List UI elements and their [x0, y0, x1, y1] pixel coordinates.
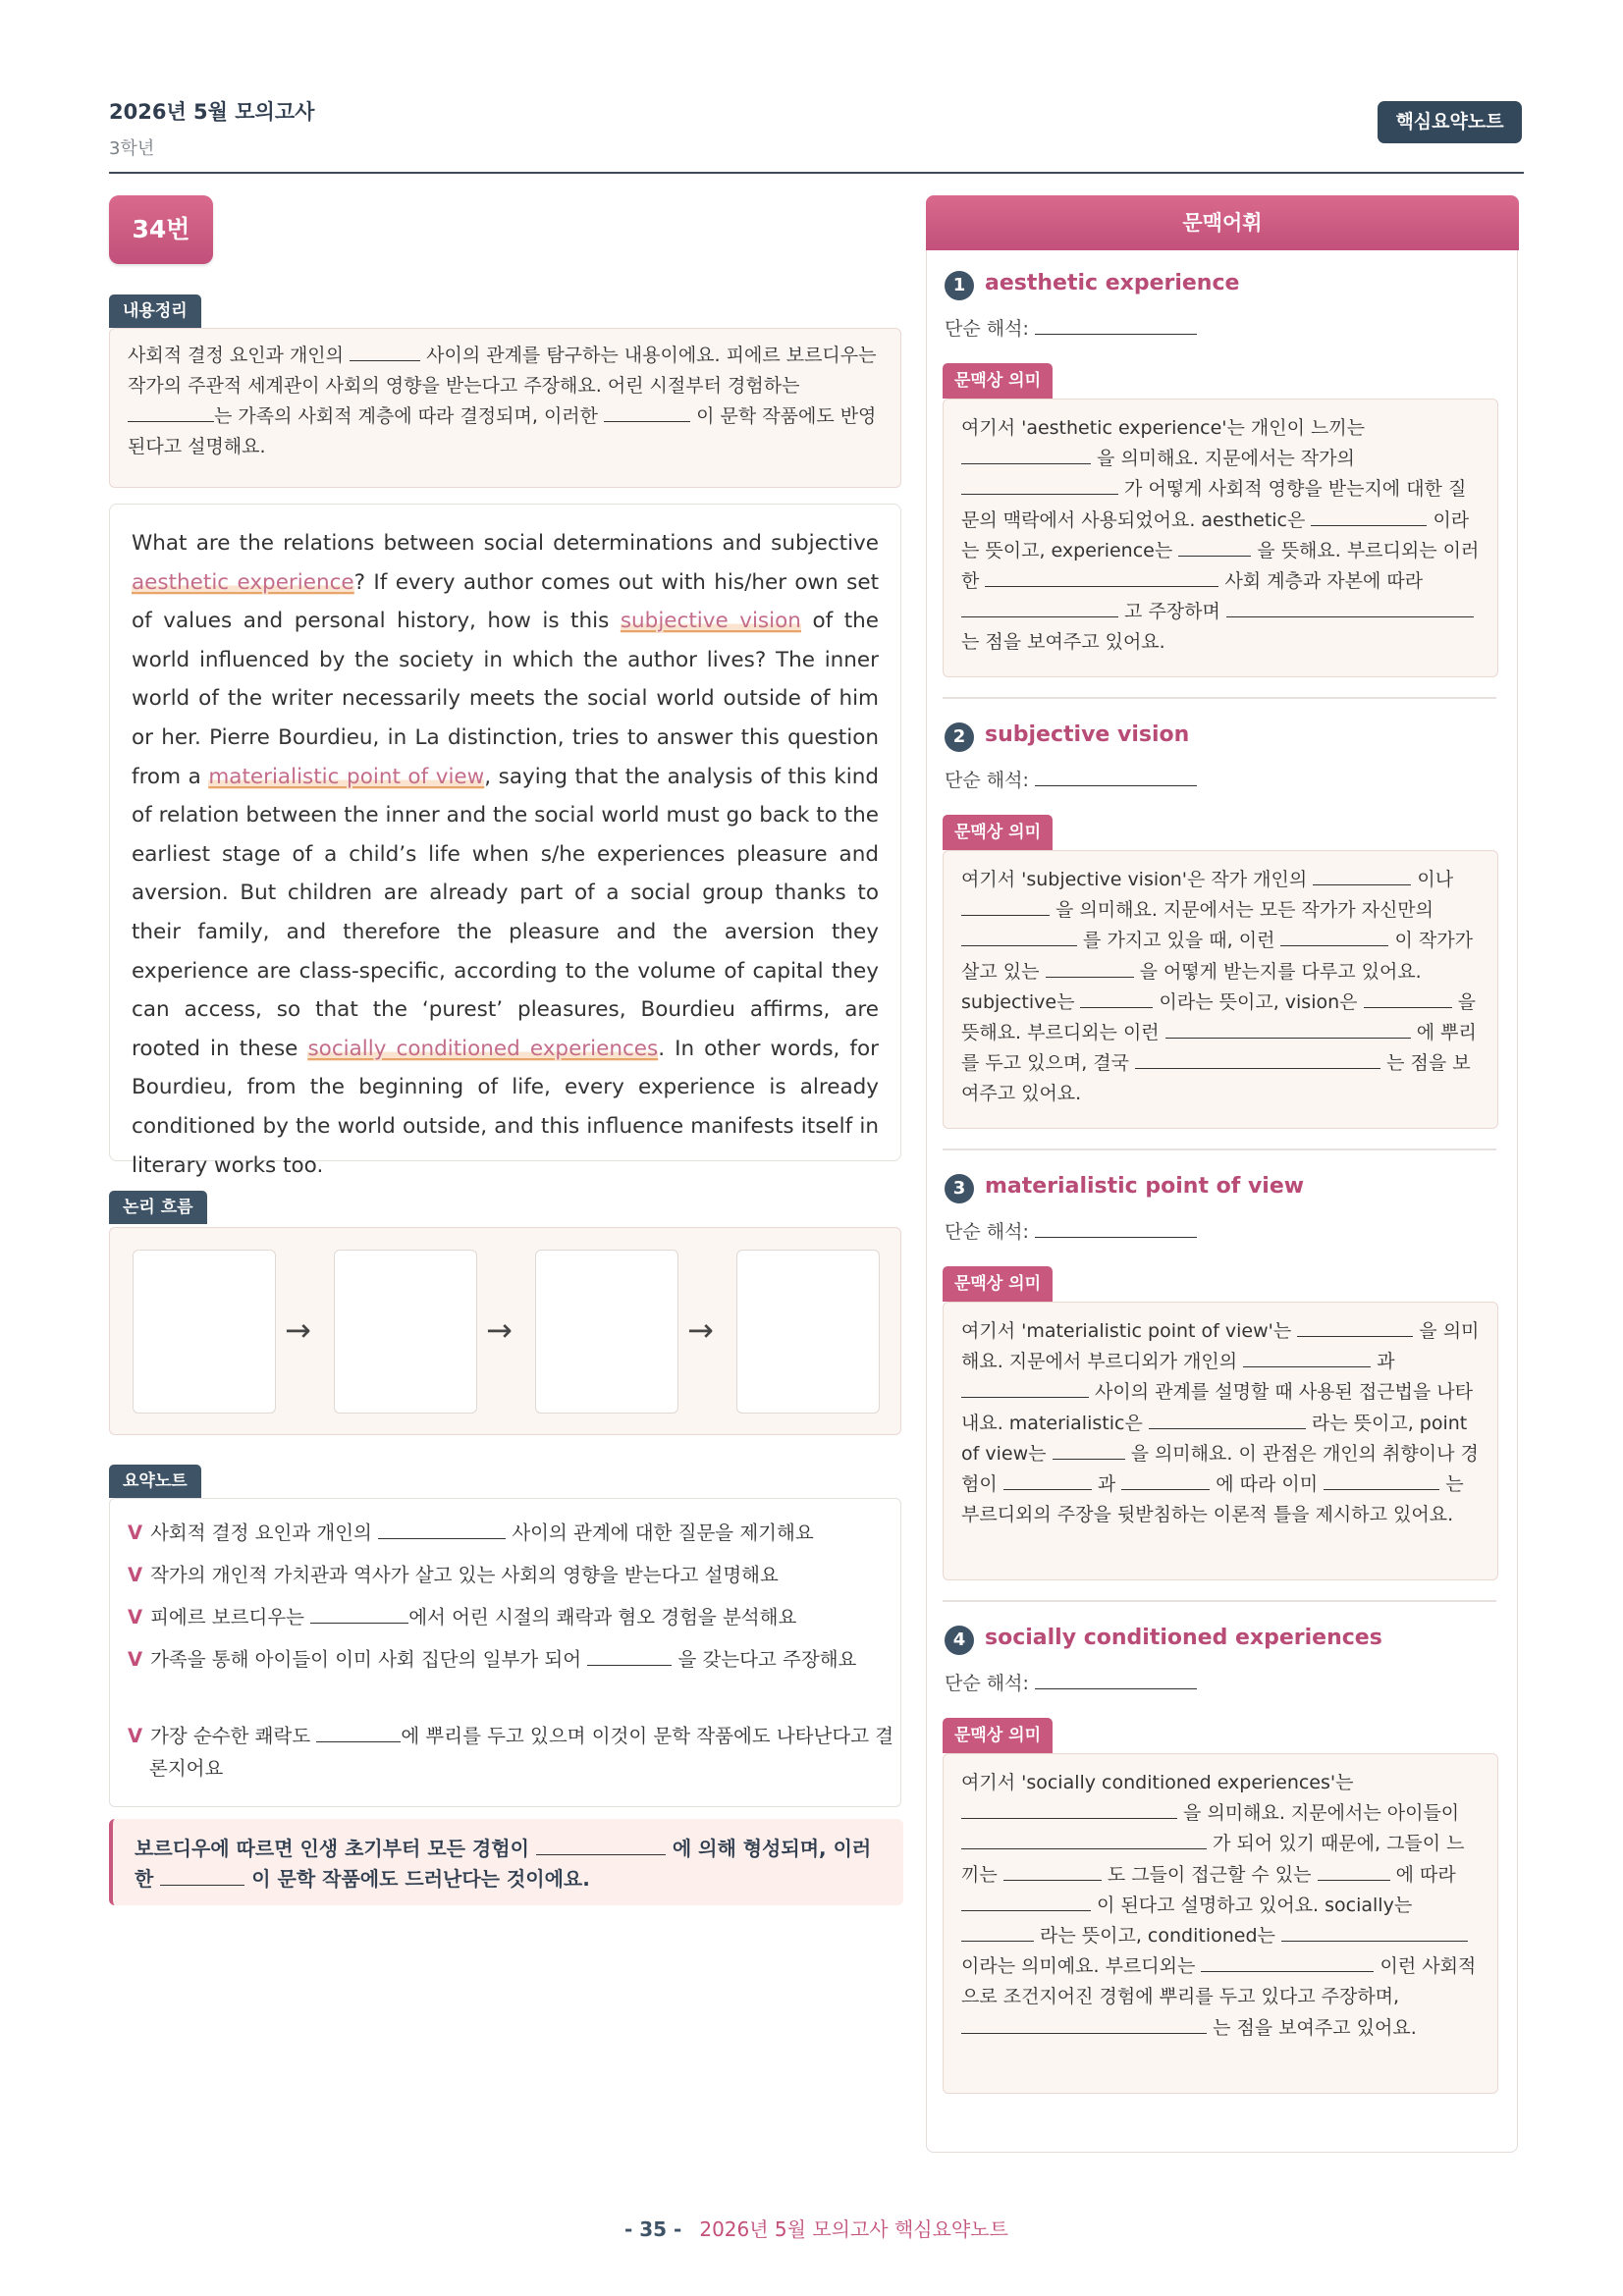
context-segment: 을 뜻해요. 부르디외는 이러한	[961, 539, 1480, 593]
vocab-term: socially conditioned experiences	[985, 1626, 1382, 1650]
context-segment: 가 어떻게 사회적 영향을 받는지에 대한 질문의 맥락에서 사용되었어요. aesthetic은	[961, 478, 1467, 531]
blank-field[interactable]	[1364, 988, 1452, 1008]
vocab-divider	[943, 697, 1496, 699]
context-meaning-tab: 문맥상 의미	[943, 1718, 1053, 1753]
blank-field[interactable]	[1281, 1922, 1468, 1942]
summary-segment: 이 문학 작품에도 반영된다고 설명해요.	[128, 405, 877, 457]
context-segment: 을 의미해요. 이 관점은 개인의 취향이나 경험이	[961, 1442, 1479, 1496]
context-meaning-box	[943, 1302, 1498, 1580]
passage-text	[110, 505, 900, 1204]
blank-field[interactable]	[1201, 1952, 1374, 1972]
blank-field[interactable]	[961, 927, 1077, 946]
page-footer	[624, 2214, 1008, 2242]
context-segment: 이 된다고 설명하고 있어요. socially는	[1097, 1894, 1413, 1916]
context-segment: 에 따라 이미	[1216, 1473, 1319, 1496]
blank-field[interactable]	[1149, 1410, 1306, 1429]
reading-passage	[109, 504, 901, 1178]
blank-field[interactable]	[1324, 1470, 1439, 1490]
blank-field[interactable]	[961, 1378, 1089, 1398]
blank-field[interactable]	[1280, 927, 1388, 946]
blank-field[interactable]	[1297, 1317, 1413, 1337]
logic-flow-tab: 논리 흐름	[109, 1191, 207, 1224]
context-segment: 이라는 뜻이고, vision은	[1159, 990, 1358, 1013]
blank-field[interactable]	[1053, 1440, 1125, 1460]
vocab-number-badge: 3	[945, 1174, 974, 1203]
context-segment: 이런 사회적으로 조건지어진 경험에 뿌리를 두고 있다고 주장하며,	[961, 1955, 1477, 2008]
key-point-callout	[109, 1819, 903, 1905]
summary-note-item	[128, 1601, 884, 1633]
vocab-title: 문맥어휘	[926, 195, 1519, 250]
summary-note-item	[128, 1517, 884, 1549]
vocab-divider	[943, 1148, 1496, 1150]
note-text: 피에르 보르디우는	[150, 1606, 304, 1629]
blank-field[interactable]	[1035, 315, 1197, 335]
arrow-right-icon: →	[486, 1311, 513, 1349]
check-mark-icon: V	[128, 1522, 143, 1544]
summary-segment: 는 가족의 사회적 계층에 따라 결정되며, 이러한	[214, 405, 599, 427]
blank-field[interactable]	[1003, 1470, 1092, 1490]
blank-field[interactable]	[1243, 1348, 1371, 1367]
blank-field[interactable]	[587, 1646, 672, 1667]
flow-step-2[interactable]	[334, 1250, 477, 1414]
note-badge: 핵심요약노트	[1378, 101, 1522, 143]
blank-field[interactable]	[604, 402, 690, 422]
context-meaning-box	[943, 1753, 1498, 2094]
simple-label: 단순 해석:	[945, 1673, 1029, 1694]
blank-field[interactable]	[961, 1830, 1207, 1849]
vocab-term: materialistic point of view	[985, 1174, 1305, 1199]
passage-segment: of the world influenced by the society in which the author lives? The inner world of the writer necessarily meets the social world outside of him or her. Pierre Bourdieu, in La distinction, tries to answer this question from a	[132, 609, 879, 789]
vocab-number-badge: 2	[945, 722, 974, 752]
context-meaning-tab: 문맥상 의미	[943, 1266, 1053, 1302]
note-text: 에서 어린 시절의 쾌락과 혐오 경험을 분석해요	[408, 1606, 797, 1629]
vocab-number-badge: 4	[945, 1626, 974, 1655]
note-text: 을 갖는다고 주장해요	[677, 1648, 857, 1671]
simple-translation	[945, 314, 1197, 341]
blank-field[interactable]	[1035, 1218, 1197, 1238]
note-text: 사이의 관계에 대한 질문을 제기해요	[512, 1522, 814, 1544]
blank-field[interactable]	[961, 1922, 1034, 1942]
passage-segment: , saying that the analysis of this kind of relation between the inner and the social world must go back to the earliest stage of a child’s life when s/he experiences pleasure and aversion. But children are already part of a social group thanks to their family, and therefore the pleasure and the aversion they experience are class-specific, according to the volume of capital they can access, so that the ‘purest’ pleasures, Bourdieu affirms, are rooted in these	[132, 764, 879, 1061]
context-text	[944, 400, 1497, 672]
blank-field[interactable]	[961, 896, 1050, 916]
passage-segment: What are the relations between social determinations and subjective	[132, 531, 879, 556]
callout-segment: 이 문학 작품에도 드러난다는 것이에요.	[251, 1867, 590, 1891]
context-meaning-tab: 문맥상 의미	[943, 815, 1053, 850]
blank-field[interactable]	[1318, 1861, 1390, 1881]
blank-field[interactable]	[1313, 866, 1411, 885]
context-segment: 을 의미해요. 지문에서는 작가의	[1097, 448, 1355, 470]
blank-field[interactable]	[1121, 1470, 1210, 1490]
context-segment: 도 그들이 접근할 수 있는	[1107, 1863, 1312, 1886]
context-segment: 이라는 뜻이고, experience는	[961, 508, 1470, 561]
blank-field[interactable]	[378, 1520, 506, 1540]
context-segment: 을 의미해요. 지문에서는 아이들이	[1183, 1802, 1460, 1825]
context-text	[944, 1303, 1497, 1544]
flow-step-1[interactable]	[133, 1250, 276, 1414]
summary-note-item	[128, 1559, 884, 1591]
footer-title: 2026년 5월 모의고사 핵심요약노트	[699, 2217, 1008, 2241]
callout-text	[113, 1819, 903, 1909]
context-segment: 는 점을 보여주고 있어요.	[961, 631, 1165, 654]
context-segment: 여기서 'aesthetic experience'는 개인이 느끼는	[961, 417, 1366, 439]
context-segment: 를 가지고 있을 때, 이런	[1083, 930, 1275, 952]
blank-field[interactable]	[1080, 988, 1153, 1008]
vocab-number-badge: 1	[945, 271, 974, 300]
page-number: - 35 -	[624, 2217, 682, 2241]
summary-note-tab: 요약노트	[109, 1465, 201, 1498]
arrow-right-icon: →	[687, 1311, 714, 1349]
blank-field[interactable]	[961, 1892, 1091, 1911]
context-segment: 라는 뜻이고, point of view는	[961, 1412, 1468, 1465]
blank-field[interactable]	[1135, 1049, 1380, 1069]
blank-field[interactable]	[1165, 1019, 1411, 1039]
highlight-materialistic-point-of-view: materialistic point of view	[208, 764, 485, 789]
blank-field[interactable]	[985, 567, 1218, 587]
note-text: 작가의 개인적 가치관과 역사가 살고 있는 사회의 영향을 받는다고 설명해요	[150, 1564, 779, 1586]
blank-field[interactable]	[350, 342, 420, 361]
callout-segment: 에 의해 형성되며, 이러한	[135, 1837, 872, 1891]
grade-label: 3학년	[109, 138, 155, 159]
context-segment: 이나	[1417, 869, 1454, 890]
blank-field[interactable]	[1003, 1861, 1102, 1881]
flow-step-4[interactable]	[736, 1250, 880, 1414]
highlight-socially-conditioned-experiences: socially conditioned experiences	[307, 1036, 659, 1061]
context-segment: 에 따라	[1395, 1863, 1456, 1886]
blank-field[interactable]	[1035, 767, 1197, 786]
summary-segment: 사회적 결정 요인과 개인의	[128, 345, 345, 366]
blank-field[interactable]	[536, 1835, 666, 1855]
highlight-subjective-vision: subjective vision	[620, 609, 801, 634]
context-segment: 가 되어 있기 때문에, 그들이 느끼는	[961, 1833, 1465, 1886]
blank-field[interactable]	[961, 445, 1091, 464]
blank-field[interactable]	[1178, 537, 1251, 557]
context-segment: 사이의 관계를 설명할 때 사용된 접근법을 나타내요. materialistic은	[961, 1381, 1474, 1434]
simple-translation	[945, 1669, 1197, 1695]
context-segment: 여기서 'materialistic point of view'는	[961, 1320, 1292, 1342]
context-segment: 는 점을 보여주고 있어요.	[961, 1052, 1471, 1105]
context-segment: 사회 계층과 자본에 따라	[1224, 570, 1424, 593]
summary-segment: 사이의 관계를 탐구하는 내용이에요. 피에르 보르디우는 작가의 주관적 세계관이 사회의 영향을 받는다고 주장해요. 어린 시절부터 경험하는	[128, 345, 877, 397]
blank-field[interactable]	[1311, 507, 1427, 526]
check-mark-icon: V	[128, 1648, 143, 1671]
question-number: 34번	[109, 195, 213, 264]
note-text: 사회적 결정 요인과 개인의	[150, 1522, 372, 1544]
context-segment: 에 뿌리를 두고 있으며, 결국	[961, 1022, 1477, 1075]
exam-title: 2026년 5월 모의고사	[109, 100, 315, 124]
context-segment: 는 부르디외의 주장을 뒷받침하는 이론적 틀을 제시하고 있어요.	[961, 1473, 1464, 1526]
context-segment: 과	[1377, 1351, 1395, 1373]
header-divider	[109, 172, 1524, 174]
check-mark-icon: V	[128, 1564, 143, 1586]
vocab-divider	[943, 1600, 1496, 1602]
content-summary-text	[110, 329, 900, 474]
flow-step-3[interactable]	[535, 1250, 678, 1414]
blank-field[interactable]	[310, 1604, 408, 1625]
blank-field[interactable]	[128, 402, 214, 422]
blank-field[interactable]	[316, 1723, 401, 1743]
summary-note-item	[128, 1643, 905, 1676]
context-meaning-box	[943, 399, 1498, 677]
simple-label: 단순 해석:	[945, 1221, 1029, 1243]
highlight-aesthetic-experience: aesthetic experience	[132, 569, 354, 595]
note-text: 가장 순수한 쾌락도	[150, 1725, 311, 1747]
context-segment: 과	[1097, 1473, 1116, 1496]
callout-segment: 보르디우에 따르면 인생 초기부터 모든 경험이	[135, 1837, 529, 1860]
context-segment: 여기서 'subjective vision'은 작가 개인의	[961, 869, 1308, 890]
blank-field[interactable]	[961, 598, 1118, 617]
context-meaning-tab: 문맥상 의미	[943, 363, 1053, 399]
blank-field[interactable]	[961, 1799, 1177, 1819]
passage-segment: . In other words, for Bourdieu, from the beginning of life, every experience is already conditioned by the world outside, and this influence manifests itself in literary works too.	[132, 1036, 879, 1178]
context-meaning-box	[943, 850, 1498, 1129]
note-text: 에 뿌리를 두고 있으며 이것이 문학 작품에도 나타난다고 결론지어요	[149, 1725, 894, 1780]
simple-label: 단순 해석:	[945, 318, 1029, 340]
context-segment: 을 어떻게 받는지를 다루고 있어요. subjective는	[961, 960, 1422, 1013]
context-text	[944, 1754, 1497, 2057]
simple-translation	[945, 1217, 1197, 1244]
context-segment: 이라는 의미예요. 부르디외는	[961, 1955, 1196, 1978]
context-segment: 는 점을 보여주고 있어요.	[1213, 2016, 1417, 2039]
summary-note-item	[128, 1720, 905, 1785]
context-segment: 라는 뜻이고, conditioned는	[1040, 1925, 1275, 1948]
blank-field[interactable]	[1226, 598, 1474, 617]
check-mark-icon: V	[128, 1606, 143, 1629]
passage-segment: ? If every author comes out with his/her own set of values and personal history, how is this	[132, 569, 879, 634]
context-text	[944, 851, 1497, 1124]
context-segment: 여기서 'socially conditioned experiences'는	[961, 1772, 1354, 1793]
blank-field[interactable]	[160, 1865, 244, 1886]
blank-field[interactable]	[1046, 958, 1134, 978]
blank-field[interactable]	[961, 2014, 1207, 2034]
context-segment: 을 의미해요. 지문에서 부르디외가 개인의	[961, 1320, 1480, 1373]
vocab-term: aesthetic experience	[985, 271, 1240, 295]
check-mark-icon: V	[128, 1725, 143, 1747]
context-segment: 을 뜻해요. 부르디외는 이런	[961, 990, 1476, 1044]
context-segment: 을 의미해요. 지문에서는 모든 작가가 자신만의	[1055, 899, 1434, 922]
content-summary-tab: 내용정리	[109, 294, 201, 328]
context-segment: 고 주장하며	[1124, 601, 1220, 623]
vocab-term: subjective vision	[985, 722, 1190, 747]
simple-label: 단순 해석:	[945, 770, 1029, 791]
content-summary-panel	[109, 328, 901, 488]
note-text: 가족을 통해 아이들이 이미 사회 집단의 일부가 되어	[150, 1648, 582, 1671]
context-segment: 이 작가가 살고 있는	[961, 930, 1473, 983]
blank-field[interactable]	[1035, 1670, 1197, 1689]
arrow-right-icon: →	[285, 1311, 311, 1349]
blank-field[interactable]	[961, 475, 1118, 495]
simple-translation	[945, 766, 1197, 792]
